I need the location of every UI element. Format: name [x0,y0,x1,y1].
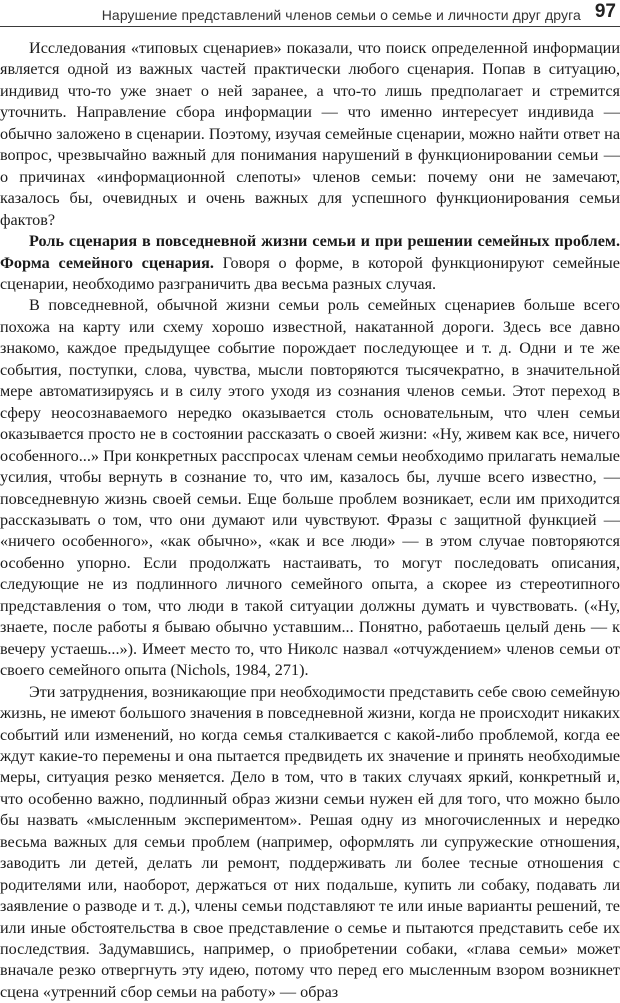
page-number: 97 [594,1,616,22]
paragraph-text: В повседневной, обычной жизни семьи роль семейных сценариев больше всего похожа на карту или схему хорошо известной, накатанной дороги. Здесь все давно знакомо, каждое предыдущее событие порождает последующее и т. д. Одни и те же события, поступки, слова, чувства, мысли повторяются тысячекратно, в значительной мере автоматизируясь и в силу этого уходя из сознания членов семьи. Этот переход в сферу неосознаваемого нередко оказывается столь основательным, что член семьи оказывается просто не в состоянии рассказать о своей жизни: «Ну, живем как все, ничего особенного...» При конкретных расспросах членам семьи необходимо прилагать немалые усилия, чтобы вернуть в сознание то, что им, казалось бы, лучше всего известно, — повседневную жизнь своей семьи. Еще больше проблем возникает, если им приходится рассказывать о том, что они думают или чувствуют. Фразы с защитной функцией — «ничего особенного», «как обычно», «как и все люди» — в этом случае повторяются особенно упорно. Если продолжать настаивать, то могут последовать описания, следующие не из подлинного личного семейного опыта, а скорее из стереотипного представления о том, что люди в такой ситуации должны думать и чувствовать. («Ну, знаете, после работы я бываю обычно уставшим... Понятно, работаешь целый день — к вечеру устаешь...»). Имеет место то, что Николс назвал «отчуждением» членов семьи от своего семейного опыта (Nichols, 1984, 271). [0,296,620,680]
paragraph [0,682,620,1003]
paragraph [0,231,620,295]
running-header [0,0,620,27]
paragraph-text: Исследования «типовых сценариев» показали, что поиск определенной информации является одной из важных частей практически любого сценария. Попав в ситуацию, индивид что-то уже знает о ней заранее, а что-то лишь предполагает и стремится уточнить. Направление сбора информации — что именно интересует индивида — обычно заложено в сценарии. Поэтому, изучая семейные сценарии, можно найти ответ на вопрос, чрезвычайно важный для понимания нарушений в функционировании семьи — о причинах «информационной слепоты» членов семьи: почему они не замечают, казалось бы, очевидных и очень важных для успешного функционирования семьи фактов? [0,39,620,229]
running-header-title: Нарушение представлений членов семьи о семье и личности друг друга [101,7,581,23]
paragraph-bold-lead: Роль сценария в повседневной жизни семьи и при решении семейных проблем. Форма семейного сценария. [0,232,620,272]
paragraph [0,295,620,681]
paragraph [0,38,620,231]
paragraph-text: Говоря о форме, в которой функционируют семейные сценарии, необходимо разграничить два весьма разных случая. [0,253,620,293]
paragraph-text: Эти затруднения, возникающие при необходимости представить себе свою семейную жизнь, не имеют большого значения в повседневной жизни, когда не происходит никаких событий или изменений, но когда семья сталкивается с какой-либо проблемой, когда ее ждут какие-то перемены и она пытается предвидеть их значение и принять необходимые меры, ситуация резко меняется. Дело в том, что в таких случаях яркий, конкретный и, что особенно важно, подлинный образ жизни семьи нужен ей для того, что можно было бы назвать «мысленным экспериментом». Решая одну из многочисленных и нередко весьма важных для семьи проблем (например, оформлять ли супружеские отношения, заводить ли детей, делать ли ремонт, поддерживать ли более тесные отношения с родителями или, наоборот, держаться от них подальше, купить ли собаку, подавать ли заявление о разводе и т. д.), члены семьи подставляют те или иные варианты решений, те или иные обстоятельства в свое представление о семье и пытаются представить себе их последствия. Задумавшись, например, о приобретении собаки, «глава семьи» может вначале резко отвергнуть эту идею, потому что перед его мысленным взором возникнет сцена «утренний сбор семьи на работу» — образ [0,682,620,1001]
body-text [0,38,620,1003]
